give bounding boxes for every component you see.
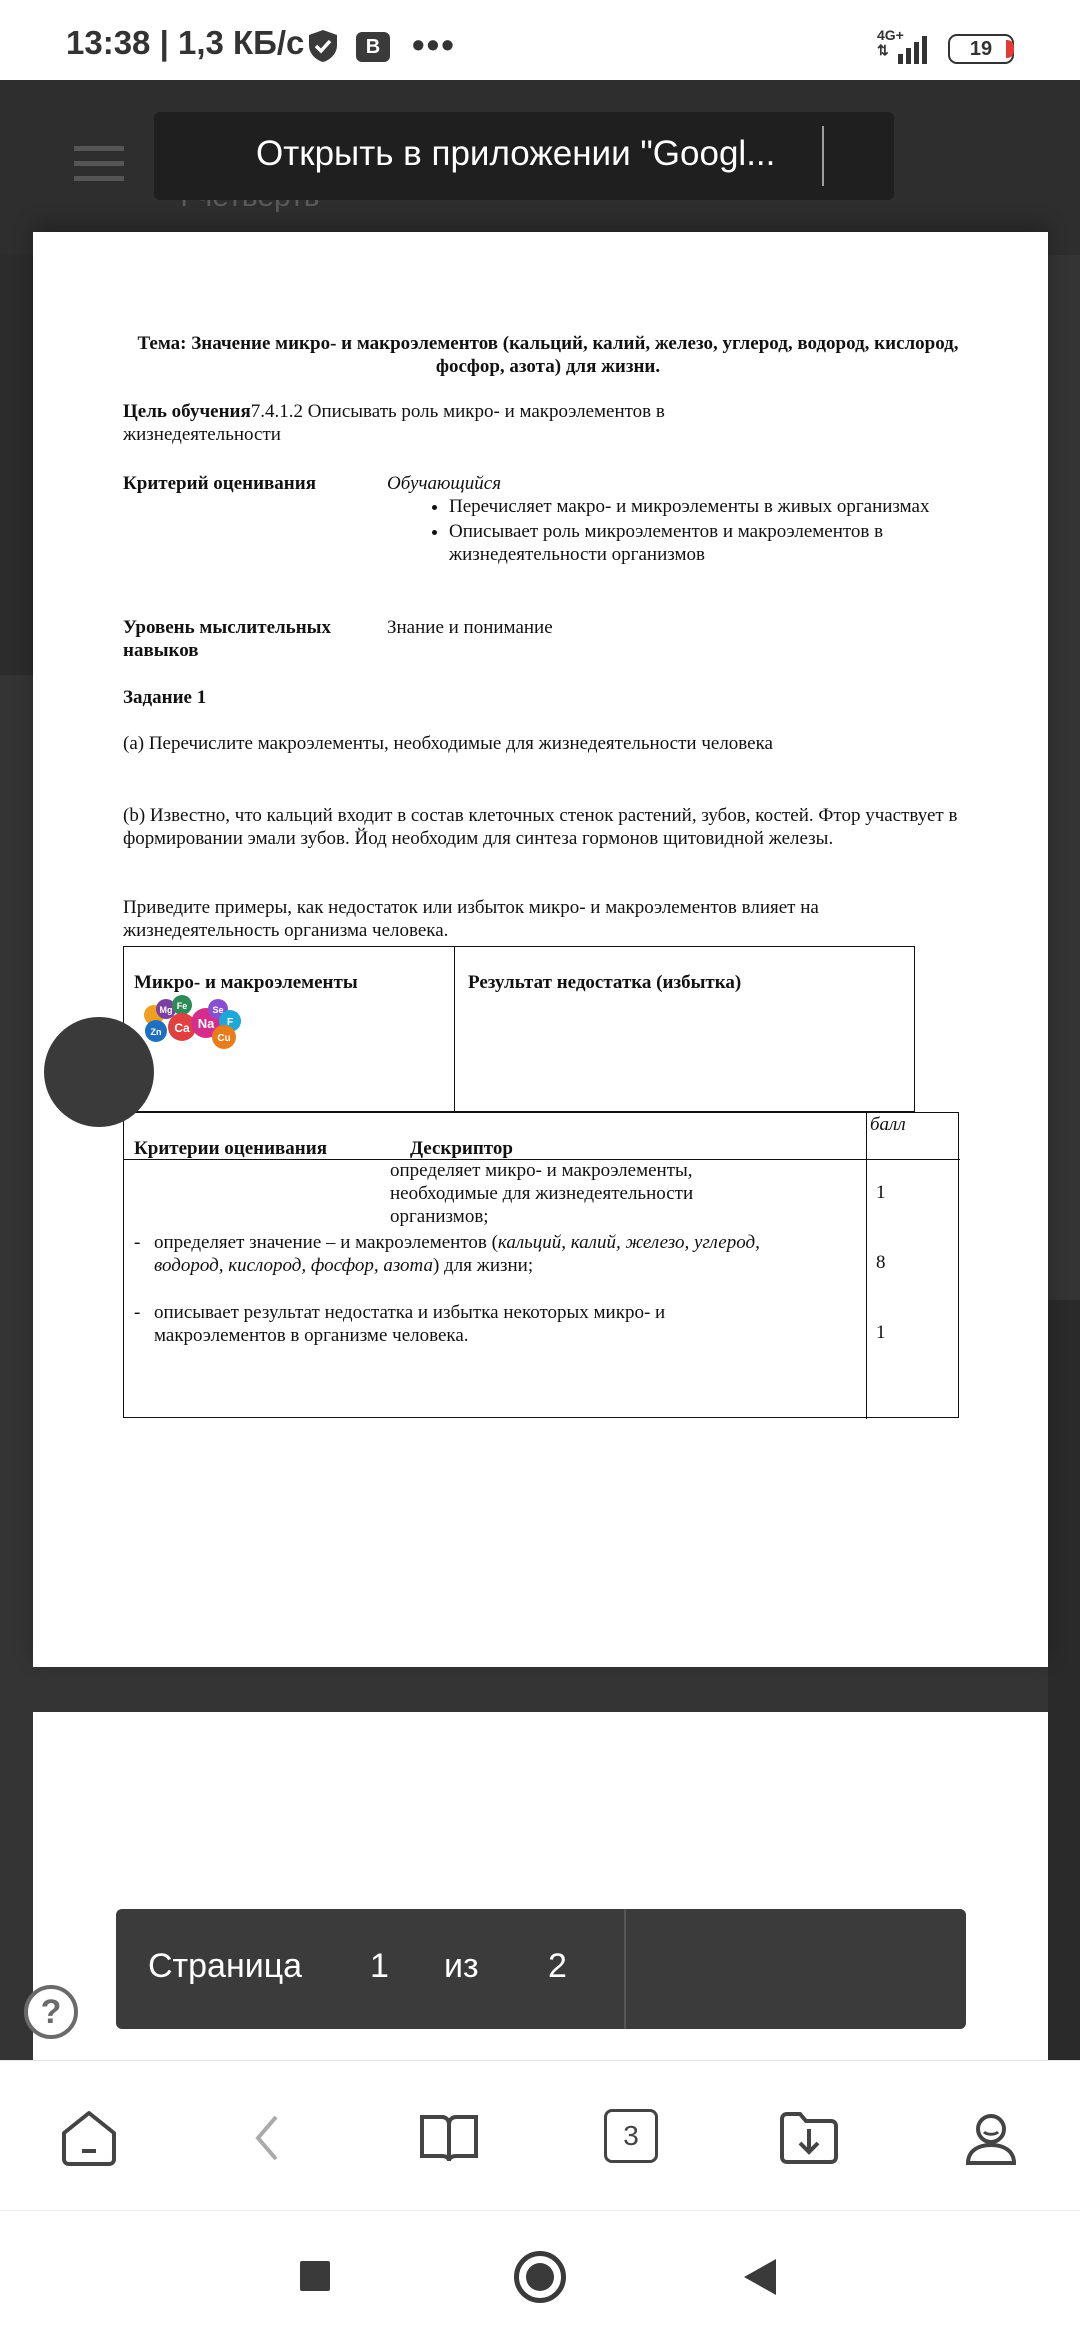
download-folder-icon[interactable] [778, 2107, 840, 2169]
open-in-app-text[interactable]: Открыть в приложении "Googl... [256, 134, 776, 173]
system-nav-bar [0, 2210, 1080, 2340]
table-header-result: Результат недостатка (избытка) [468, 972, 742, 993]
descriptor-score: 8 [876, 1252, 886, 1273]
page-label: Страница [148, 1947, 303, 1985]
battery-icon: 19 [948, 34, 1014, 64]
descriptor-text: описывает результат недостатка и избытка некоторых микро- и макроэлементов в организме человека. [154, 1302, 666, 1346]
element-symbol: Mg [159, 1005, 173, 1015]
descriptor-score: 1 [876, 1322, 886, 1343]
descriptor-item [134, 1231, 794, 1277]
page-of: из [444, 1947, 479, 1985]
descriptor-dash: - [134, 1232, 141, 1253]
goal-label: Цель обучения [123, 401, 251, 422]
page-total: 2 [548, 1947, 567, 1985]
side-strip [0, 255, 34, 675]
element-symbol: F [226, 1017, 234, 1028]
elements-balls-image [140, 985, 246, 1051]
descriptor-elements: кальций, калий, железо, углерод, водород, кислород, фосфор, азота [154, 1232, 760, 1276]
criteria-learner: Обучающийся [387, 473, 502, 494]
signal-icon [898, 34, 934, 64]
page-indicator [116, 1909, 966, 2029]
task-a: (a) Перечислите макроэлементы, необходимые для жизнедеятельности человека [123, 733, 773, 754]
element-symbol: Na [197, 1016, 215, 1031]
page-current: 1 [370, 1947, 389, 1985]
page-indicator-divider [624, 1909, 626, 2029]
task-b: (b) Известно, что кальций входит в состав клеточных стенок растений, зубов, костей. Фтор участвует в формировании эмали зубов. Йод необходим для синтеза гормонов щитовидной железы. [123, 805, 958, 849]
descriptor-text-end: ) для жизни; [432, 1255, 534, 1276]
network-type-label: 4G+ [877, 27, 904, 43]
status-bar [0, 0, 1080, 80]
back-nav-icon[interactable] [744, 2259, 776, 2295]
learning-goal [123, 400, 723, 446]
network-arrows: ⇅ [877, 42, 889, 58]
table-header-criteria: Критерии оценивания [134, 1138, 327, 1159]
recents-icon[interactable] [300, 2261, 330, 2291]
shield-icon [306, 28, 340, 64]
descriptor-text: определяет значение – и макроэлементов ( [154, 1232, 498, 1253]
task-c: Приведите примеры, как недостаток или избыток микро- и макроэлементов влияет на жизнедеятельность организма человека. [123, 897, 819, 941]
element-symbol: Ca [174, 1021, 190, 1035]
element-symbol: Fe [176, 1001, 188, 1011]
document-title: Тема: Значение микро- и макроэлементов (кальций, калий, железо, углерод, водород, кислород, фосфор, азота) для жизни. [137, 333, 959, 377]
scroll-strip [1048, 1300, 1080, 2060]
criteria-item: • Описывает роль микроэлементов и макроэлементов в жизнедеятельности организмов [449, 520, 947, 566]
table-header-elements: Микро- и макроэлементы [134, 972, 358, 993]
criteria-label: Критерий оценивания [123, 473, 316, 494]
table-header-descriptor: Дескриптор [410, 1138, 513, 1159]
document-page-1 [33, 232, 1048, 1667]
task-title: Задание 1 [123, 687, 207, 708]
level-value: Знание и понимание [387, 617, 553, 638]
status-time: 13:38 | 1,3 КБ/с [66, 24, 305, 61]
element-symbol: Cu [217, 1033, 231, 1044]
element-symbol: Se [212, 1005, 224, 1015]
level-label: Уровень мыслительных навыков [123, 617, 331, 661]
criteria-block [387, 472, 947, 568]
bottom-toolbar [0, 2060, 1080, 2210]
descriptor-dash: - [134, 1302, 141, 1323]
descriptor-score: 1 [876, 1182, 886, 1203]
open-in-app-banner[interactable] [154, 112, 894, 200]
home-icon[interactable] [58, 2107, 120, 2169]
banner-divider [822, 126, 824, 186]
back-arrow-icon[interactable] [238, 2107, 300, 2169]
floating-scroll-handle[interactable] [44, 1017, 154, 1127]
descriptor-item: определяет микро- и макроэлементы, необходимые для жизнедеятельности организмов; [390, 1160, 694, 1227]
criteria-list [449, 495, 947, 566]
more-notifications-icon: ••• [412, 24, 456, 65]
book-icon[interactable] [418, 2107, 480, 2169]
descriptor-item [134, 1301, 794, 1347]
goal-text: 7.4.1.2 Описывать роль микро- и макроэлементов в жизнедеятельности [123, 401, 665, 445]
elements-table [123, 946, 915, 1112]
home-nav-icon[interactable] [514, 2251, 566, 2303]
profile-icon[interactable] [960, 2107, 1022, 2169]
element-symbol: Zn [150, 1027, 162, 1037]
table-divider [454, 947, 455, 1113]
vk-icon: В [356, 32, 390, 62]
tabs-icon[interactable]: 3 [604, 2109, 658, 2163]
score-header: балл [870, 1114, 906, 1135]
help-icon[interactable]: ? [24, 1985, 78, 2039]
criteria-item: • Перечисляет макро- и микроэлементы в живых организмах [449, 495, 947, 518]
menu-icon[interactable] [74, 146, 124, 182]
assessment-table [123, 1112, 959, 1418]
